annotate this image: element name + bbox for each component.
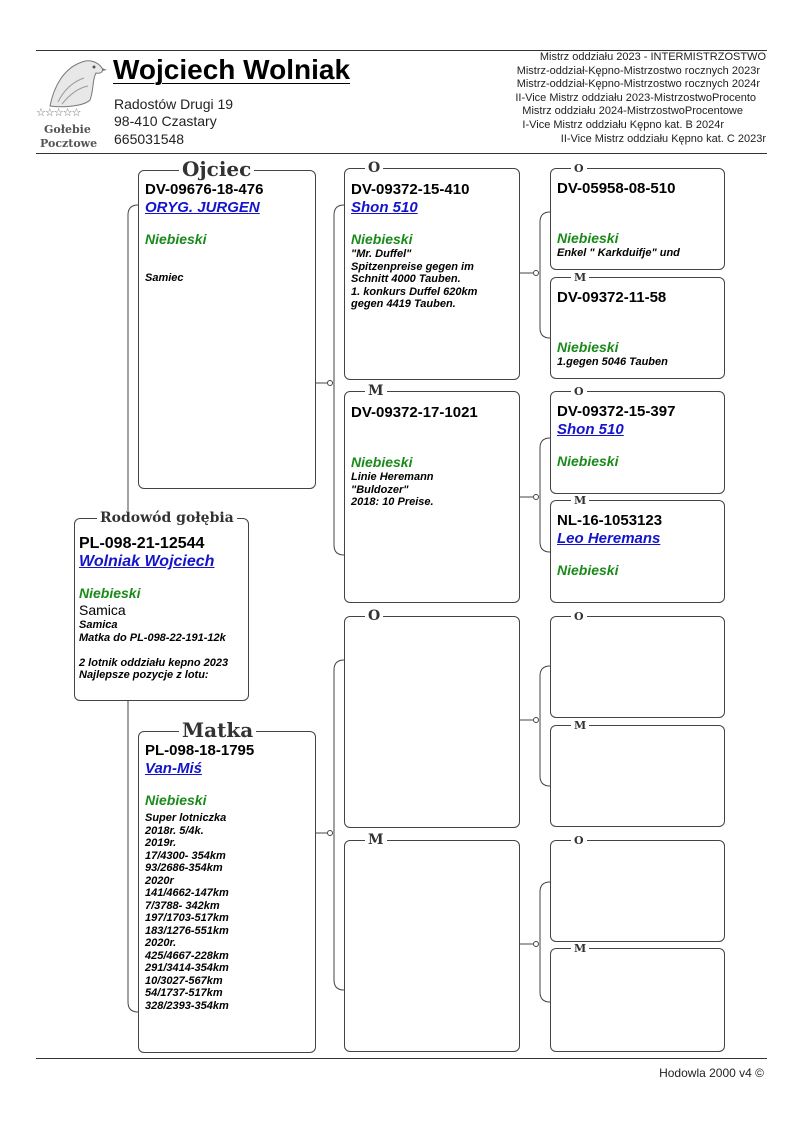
- achievement-title: II-Vice Mistrz oddziału Kępno kat. C 2023r: [560, 132, 766, 145]
- subject-label: Rodowód gołębia: [97, 511, 237, 525]
- father-notes: Samiec: [145, 272, 184, 284]
- ff-father-notes: Enkel " Karkduifje" und: [557, 247, 680, 259]
- ff-mother-label: M: [571, 272, 589, 283]
- mf-mother-card: [550, 719, 725, 827]
- ff-father-color: Niebieski: [557, 230, 619, 246]
- father-label: Ojciec: [179, 159, 254, 179]
- subject-ring: PL-098-21-12544: [79, 535, 205, 552]
- father-ring: DV-09676-18-476: [145, 181, 264, 198]
- footer-credit: Hodowla 2000 v4 ©: [659, 1066, 764, 1080]
- achievement-title: Mistrz oddziału 2023 - INTERMISTRZOSTWO: [539, 51, 766, 63]
- ff-mother-card: [550, 271, 725, 379]
- mf-father-card: [550, 610, 725, 718]
- achievement-title: Mistrz oddziału 2024-MistrzostwoProcentowe: [522, 105, 743, 118]
- fm-father-label: O: [571, 386, 587, 397]
- father-mother-card: [344, 383, 520, 603]
- mm-mother-label: M: [571, 943, 589, 954]
- father-father-notes: "Mr. Duffel" Spitzenpreise gegen im Schnitt 4000 Tauben. 1. konkurs Duffel 620km gegen 4419 Tauben.: [351, 248, 478, 310]
- owner-phone: 665031548: [114, 131, 185, 147]
- ff-father-ring: DV-05958-08-510: [557, 180, 676, 197]
- fm-mother-name-link[interactable]: Leo Heremans: [557, 530, 661, 547]
- mother-label: Matka: [179, 720, 256, 740]
- logo-text-line2: Pocztowe: [40, 137, 98, 150]
- ff-mother-ring: DV-09372-11-58: [557, 289, 667, 306]
- mother-color: Niebieski: [145, 792, 207, 808]
- subject-color: Niebieski: [79, 585, 141, 601]
- father-father-ring: DV-09372-15-410: [351, 181, 470, 198]
- achievement-title: Mistrz-oddział-Kępno-Mistrzostwo rocznych 2024r: [516, 78, 760, 91]
- father-father-color: Niebieski: [351, 231, 413, 247]
- mf-father-label: O: [571, 611, 587, 622]
- mother-ring: PL-098-18-1795: [145, 742, 255, 759]
- mother-name-link[interactable]: Van-Miś: [145, 760, 202, 777]
- fm-mother-color: Niebieski: [557, 562, 619, 578]
- mm-father-label: O: [571, 835, 587, 846]
- father-father-name-link[interactable]: Shon 510: [351, 199, 418, 216]
- father-father-label: O: [365, 161, 383, 175]
- ff-father-card: [550, 162, 725, 270]
- ff-mother-notes: 1.gegen 5046 Tauben: [557, 356, 668, 368]
- logo-stars: ☆☆☆☆☆: [36, 106, 81, 119]
- subject-sex: Samica: [79, 602, 126, 618]
- father-mother-color: Niebieski: [351, 454, 413, 470]
- ff-father-label: O: [571, 163, 587, 174]
- mother-notes: Super lotniczka 2018r. 5/4k. 2019r. 17/4300- 354km 93/2686-354km 2020r 141/4662-147km 7/3788- 342km 197/1703-517km 183/1276-551km 2020r. 425/4667-228km 291/3414-354km 10/3027-567km 54/1737-517km 328/2393-354km: [145, 812, 229, 1012]
- subject-notes: Samica Matka do PL-098-22-191-12k 2 lotnik oddziału kepno 2023 Najlepsze pozycje z lotu:: [79, 619, 229, 681]
- owner-address-street: Radostów Drugi 19: [114, 96, 234, 112]
- father-mother-label: M: [365, 384, 387, 398]
- father-mother-ring: DV-09372-17-1021: [351, 404, 478, 421]
- father-color: Niebieski: [145, 231, 207, 247]
- achievement-title: Mistrz-oddział-Kępno-Mistrzostwo rocznych 2023r: [516, 64, 760, 77]
- mm-father-card: [550, 834, 725, 942]
- mother-mother-label: M: [365, 833, 387, 847]
- mm-mother-card: [550, 942, 725, 1052]
- owner-name: Wojciech Wolniak: [113, 54, 351, 85]
- mother-mother-card: [344, 832, 520, 1052]
- father-father-card: [344, 160, 520, 380]
- fm-mother-label: M: [571, 495, 589, 506]
- logo-text-line1: Gołebie: [44, 123, 91, 136]
- fm-father-color: Niebieski: [557, 453, 619, 469]
- fm-father-card: [550, 385, 725, 494]
- father-name-link[interactable]: ORYG. JURGEN: [145, 199, 260, 216]
- subject-name-link[interactable]: Wolniak Wojciech: [79, 553, 215, 570]
- mother-card: [138, 718, 316, 1053]
- father-card: [138, 157, 316, 489]
- owner-address-city: 98-410 Czastary: [114, 113, 217, 129]
- subject-card: [74, 510, 249, 701]
- achievement-title: II-Vice Mistrz oddziału 2023-MistrzostwoProcento: [515, 91, 756, 104]
- mf-mother-label: M: [571, 720, 589, 731]
- fm-mother-card: [550, 494, 725, 603]
- mother-father-label: O: [365, 609, 383, 623]
- fm-father-name-link[interactable]: Shon 510: [557, 421, 624, 438]
- fm-mother-ring: NL-16-1053123: [557, 512, 663, 529]
- ff-mother-color: Niebieski: [557, 339, 619, 355]
- father-mother-notes: Linie Heremann "Buldozer" 2018: 10 Preise.: [351, 471, 434, 508]
- mother-father-card: [344, 608, 520, 828]
- fm-father-ring: DV-09372-15-397: [557, 403, 676, 420]
- achievement-title: I-Vice Mistrz oddziału Kępno kat. B 2024r: [522, 118, 724, 131]
